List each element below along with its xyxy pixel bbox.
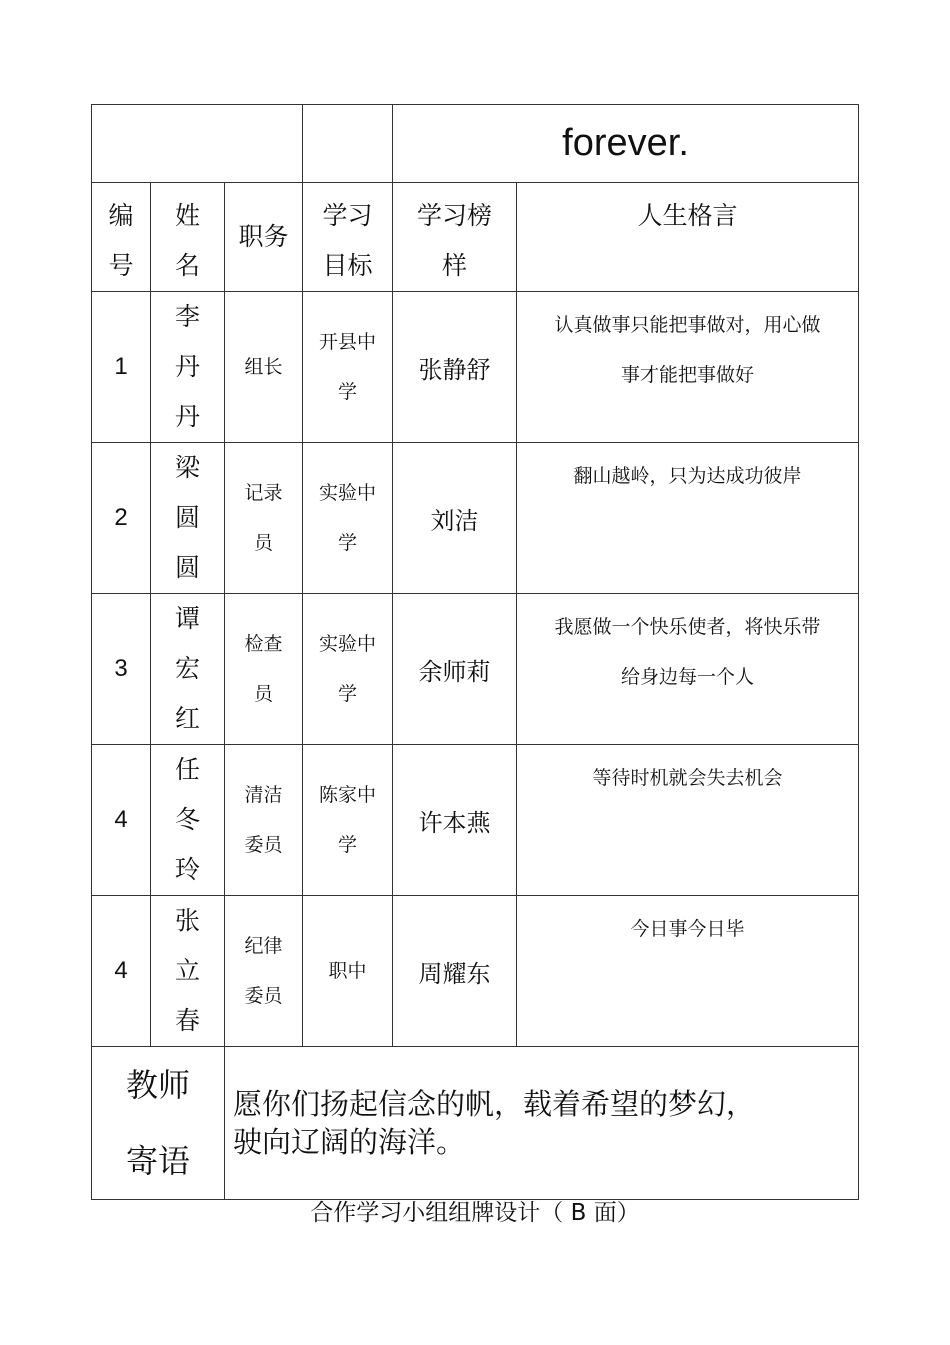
cell-line: 检查: [244, 633, 283, 655]
cell-line: 实验中: [319, 482, 377, 504]
teacher-label: [92, 1047, 225, 1200]
member-name: [151, 292, 225, 443]
cell-line: 委员: [244, 985, 283, 1007]
member-number: 3: [92, 594, 151, 745]
column-header-row: [92, 183, 859, 292]
member-motto: [517, 896, 859, 1047]
member-name: [151, 594, 225, 745]
cell-line: 今日事今日毕: [630, 918, 745, 940]
header-line: 目标: [322, 251, 373, 280]
member-number: 2: [92, 443, 151, 594]
teacher-row: [92, 1047, 859, 1200]
cell-line: 实验中: [319, 633, 377, 655]
member-row: [92, 594, 859, 745]
cell-line: 立: [174, 956, 200, 985]
teacher-label-line: 教师: [125, 1066, 190, 1104]
cell-line: 记录: [244, 482, 283, 504]
cell-line: 张: [174, 906, 200, 935]
cell-line: 丹: [174, 352, 200, 381]
blank-cell: [92, 105, 303, 183]
col-goal-header: [303, 183, 393, 292]
cell-line: 员: [254, 532, 274, 554]
cell-line: 事才能把事做好: [621, 364, 755, 386]
cell-line: 翻山越岭，只为达成功彼岸: [573, 465, 802, 487]
cell-line: 宏: [174, 654, 200, 683]
member-model: 周耀东: [393, 896, 517, 1047]
cell-line: 任: [174, 755, 200, 784]
header-line: 样: [442, 251, 468, 280]
cell-line: 红: [174, 704, 200, 733]
member-number: 4: [92, 896, 151, 1047]
col-role-header: 职务: [225, 183, 303, 292]
member-goal: [303, 292, 393, 443]
member-number: 1: [92, 292, 151, 443]
member-row: [92, 745, 859, 896]
cell-line: 冬: [174, 805, 200, 834]
cell-line: 李: [174, 302, 200, 331]
header-line: 编: [108, 201, 134, 230]
member-model: 许本燕: [393, 745, 517, 896]
member-goal: [303, 594, 393, 745]
member-name: [151, 896, 225, 1047]
cell-line: 玲: [174, 855, 200, 884]
member-motto: [517, 594, 859, 745]
cell-line: 开县中: [319, 331, 377, 353]
forever-text: forever.: [393, 105, 859, 183]
cell-line: 职中: [328, 960, 367, 982]
col-motto-header: 人生格言: [517, 183, 859, 292]
member-rows: [92, 292, 859, 1047]
header-line: 学习榜: [417, 201, 493, 230]
cell-line: 我愿做一个快乐使者，将快乐带: [554, 616, 821, 638]
header-row: [92, 105, 859, 183]
member-role: [225, 745, 303, 896]
member-row: [92, 292, 859, 443]
cell-line: 谭: [174, 604, 200, 633]
page-caption: 合作学习小组组牌设计（ B 面）: [310, 1200, 640, 1226]
member-role: [225, 594, 303, 745]
cell-line: 陈家中: [319, 784, 377, 806]
teacher-message-line: 愿你们扬起信念的帆，载着希望的梦幻，: [233, 1087, 756, 1121]
group-card-table: [91, 104, 859, 1200]
cell-line: 丹: [174, 402, 200, 431]
header-line: 姓: [174, 201, 200, 230]
cell-line: 圆: [174, 503, 200, 532]
col-model-header: [393, 183, 517, 292]
teacher-message-line: 驶向辽阔的海洋。: [233, 1125, 466, 1159]
cell-line: 组长: [244, 356, 283, 378]
member-goal: [303, 896, 393, 1047]
col-name-header: [151, 183, 225, 292]
member-motto: [517, 745, 859, 896]
cell-line: 认真做事只能把事做对，用心做: [554, 314, 821, 336]
teacher-label-line: 寄语: [125, 1142, 190, 1180]
cell-line: 纪律: [244, 935, 283, 957]
cell-line: 学: [338, 381, 358, 403]
member-row: [92, 443, 859, 594]
member-motto: [517, 443, 859, 594]
member-model: 刘洁: [393, 443, 517, 594]
member-goal: [303, 443, 393, 594]
blank-cell: [303, 105, 393, 183]
cell-line: 学: [338, 834, 358, 856]
member-role: [225, 292, 303, 443]
member-name: [151, 443, 225, 594]
cell-line: 学: [338, 683, 358, 705]
cell-line: 员: [254, 683, 274, 705]
cell-line: 委员: [244, 834, 283, 856]
member-number: 4: [92, 745, 151, 896]
member-model: 余师莉: [393, 594, 517, 745]
cell-line: 圆: [174, 553, 200, 582]
member-role: [225, 896, 303, 1047]
header-line: 学习: [322, 201, 373, 230]
cell-line: 等待时机就会失去机会: [592, 767, 783, 789]
cell-line: 春: [174, 1006, 200, 1035]
cell-line: 学: [338, 532, 358, 554]
cell-line: 给身边每一个人: [621, 666, 755, 688]
header-line: 号: [108, 251, 134, 280]
cell-line: 梁: [174, 453, 200, 482]
col-number-header: [92, 183, 151, 292]
member-goal: [303, 745, 393, 896]
member-row: [92, 896, 859, 1047]
member-role: [225, 443, 303, 594]
member-motto: [517, 292, 859, 443]
member-model: 张静舒: [393, 292, 517, 443]
member-name: [151, 745, 225, 896]
header-line: 名: [174, 251, 200, 280]
teacher-message: [225, 1047, 859, 1200]
cell-line: 清洁: [244, 784, 283, 806]
